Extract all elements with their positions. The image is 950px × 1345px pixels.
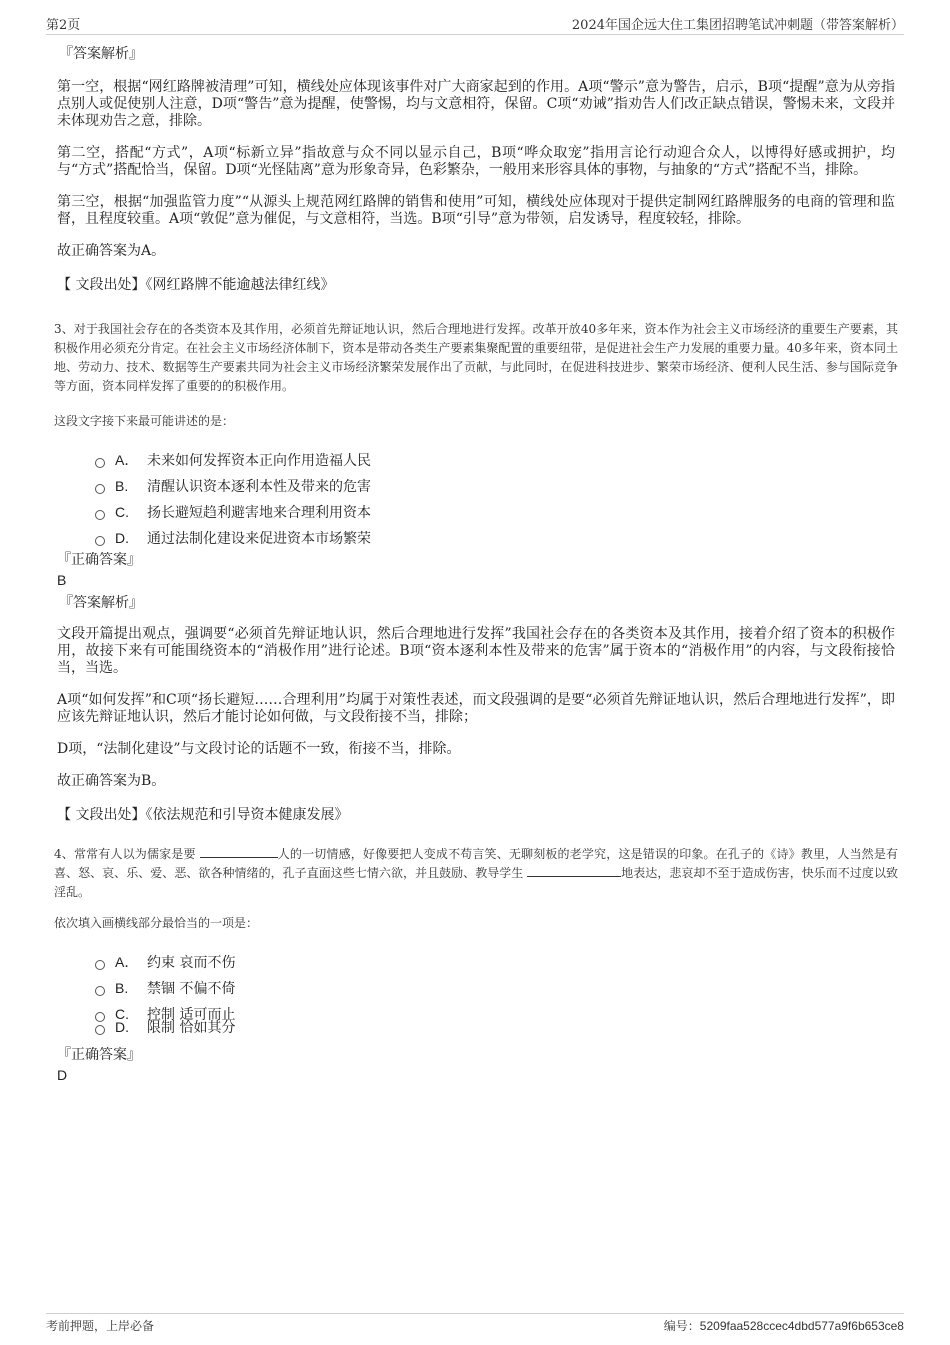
q3-options	[95, 447, 895, 551]
q4-options	[95, 949, 895, 1040]
q3-answer-label: 『正确答案』	[57, 552, 141, 568]
q2-analysis-label: 『答案解析』	[59, 46, 143, 62]
page-footer	[46, 1313, 904, 1336]
q4-answer-label: 『正确答案』	[57, 1047, 141, 1063]
radio-icon[interactable]	[95, 458, 105, 468]
page-content	[54, 44, 898, 1088]
q3-analysis-label: 『答案解析』	[59, 595, 143, 611]
q3-source: 【 文段出处】《依法规范和引导资本健康发展》	[57, 807, 349, 823]
q2-source: 【 文段出处】《网红路牌不能逾越法律红线》	[57, 277, 335, 293]
q4-prompt: 依次填入画横线部分最恰当的一项是：	[54, 916, 259, 930]
q4-answer: D	[57, 1067, 68, 1083]
q3-option-d[interactable]: D. 通过法制化建设来促进资本市场繁荣	[95, 525, 895, 551]
footer-slogan: 考前押题，上岸必备	[46, 1319, 155, 1333]
q4-option-c[interactable]: C. 控制 适可而止	[95, 1001, 895, 1027]
radio-icon[interactable]	[95, 536, 105, 546]
radio-icon[interactable]	[95, 986, 105, 996]
q4-text: 4、常常有人以为儒家是要 人的一切情感，好像要把人变成不苟言笑、无聊刻板的老学究，这是错误的印象。在孔子的《诗》教里，人当然是有喜、怒、哀、乐、爱、恶、欲各种情绪的，孔子直面这些七情六欲，并且鼓励、教导学生 地表达，悲哀却不至于造成伤害，快乐而不过度以致淫乱。	[54, 847, 898, 899]
q3-option-b[interactable]: B. 清醒认识资本逐利本性及带来的危害	[95, 473, 895, 499]
radio-icon[interactable]	[95, 960, 105, 970]
q3-option-c[interactable]: C. 扬长避短趋利避害地来合理利用资本	[95, 499, 895, 525]
document-title: 2024年国企远大住工集团招聘笔试冲刺题（带答案解析）	[571, 18, 904, 33]
q3-conclusion: 故正确答案为B。	[57, 773, 166, 789]
q2-conclusion: 故正确答案为A。	[57, 243, 166, 259]
q3-analysis-para-2: A项“如何发挥”和C项“扬长避短……合理利用”均属于对策性表述，而文段强调的是要“必须首先辩证地认识，然后合理地进行发挥”，即应该先辩证地认识，然后才能讨论如何做，与文段衔接不当，排除；	[57, 692, 895, 725]
radio-icon[interactable]	[95, 1012, 105, 1022]
document-code: 编号：5209faa528ccec4dbd577a9f6b653ce8	[663, 1319, 904, 1333]
radio-icon[interactable]	[95, 484, 105, 494]
q3-prompt: 这段文字接下来最可能讲述的是：	[54, 414, 235, 428]
page-number: 第2页	[46, 18, 81, 33]
fill-blank-1	[200, 845, 278, 858]
q3-option-a[interactable]: A． 未来如何发挥资本正向作用造福人民	[95, 447, 895, 473]
q3-answer: B	[57, 572, 67, 588]
fill-blank-2	[527, 864, 621, 877]
q2-analysis-para-3: 第三空，根据“加强监管力度”“从源头上规范网红路牌的销售和使用”可知，横线处应体现对于提供定制网红路牌服务的电商的管理和监督，且程度较重。A项“敦促”意为催促，与文意相符，当选。B项“引导”意为带领，启发诱导，程度较轻，排除。	[57, 194, 895, 227]
radio-icon[interactable]	[95, 510, 105, 520]
q3-analysis-para-1: 文段开篇提出观点，强调要“必须首先辩证地认识，然后合理地进行发挥”我国社会存在的各类资本及其作用，接着介绍了资本的积极作用，故接下来有可能围绕资本的“消极作用”进行论述。B项“资本逐利本性及带来的危害”属于资本的“消极作用”的内容，与文段衔接恰当，当选。	[57, 626, 895, 676]
q4-option-a[interactable]: A． 约束 哀而不伤	[95, 949, 895, 975]
q3-text: 3、对于我国社会存在的各类资本及其作用，必须首先辩证地认识，然后合理地进行发挥。改革开放40多年来，资本作为社会主义市场经济的重要生产要素，其积极作用必须充分肯定。在社会主义市场经济体制下，资本是带动各类生产要素集聚配置的重要纽带，是促进社会生产力发展的重要力量。40多年来，资本同土地、劳动力、技术、数据等生产要素共同为社会主义市场经济繁荣发展作出了贡献，与此同时，在促进科技进步、繁荣市场经济、便利人民生活、参与国际竞争等方面，资本同样发挥了重要的的积极作用。	[54, 322, 898, 393]
q4-option-b[interactable]: B. 禁锢 不偏不倚	[95, 975, 895, 1001]
q2-analysis-para-1: 第一空，根据“网红路牌被清理”可知，横线处应体现该事件对广大商家起到的作用。A项“警示”意为警告，启示，B项“提醒”意为从旁指点别人或促使别人注意，D项“警告”意为提醒，使警惕，均与文意相符，保留。C项“劝诫”指劝告人们改正缺点错误，警惕未来，文段并未体现劝告之意，排除。	[57, 79, 895, 129]
page-header	[46, 12, 904, 35]
q2-analysis-para-2: 第二空，搭配“方式”，A项“标新立异”指故意与众不同以显示自己，B项“哗众取宠”指用言论行动迎合众人，以博得好感或拥护，均与“方式”搭配恰当，保留。D项“光怪陆离”意为形象奇异，色彩繁杂，一般用来形容具体的事物，与抽象的“方式”搭配不当，排除。	[57, 145, 895, 178]
radio-icon[interactable]	[95, 1025, 105, 1035]
q4-option-d[interactable]: D. 限制 恰如其分	[95, 1014, 895, 1040]
q3-analysis-para-3: D项，“法制化建设”与文段讨论的话题不一致，衔接不当，排除。	[57, 741, 461, 757]
